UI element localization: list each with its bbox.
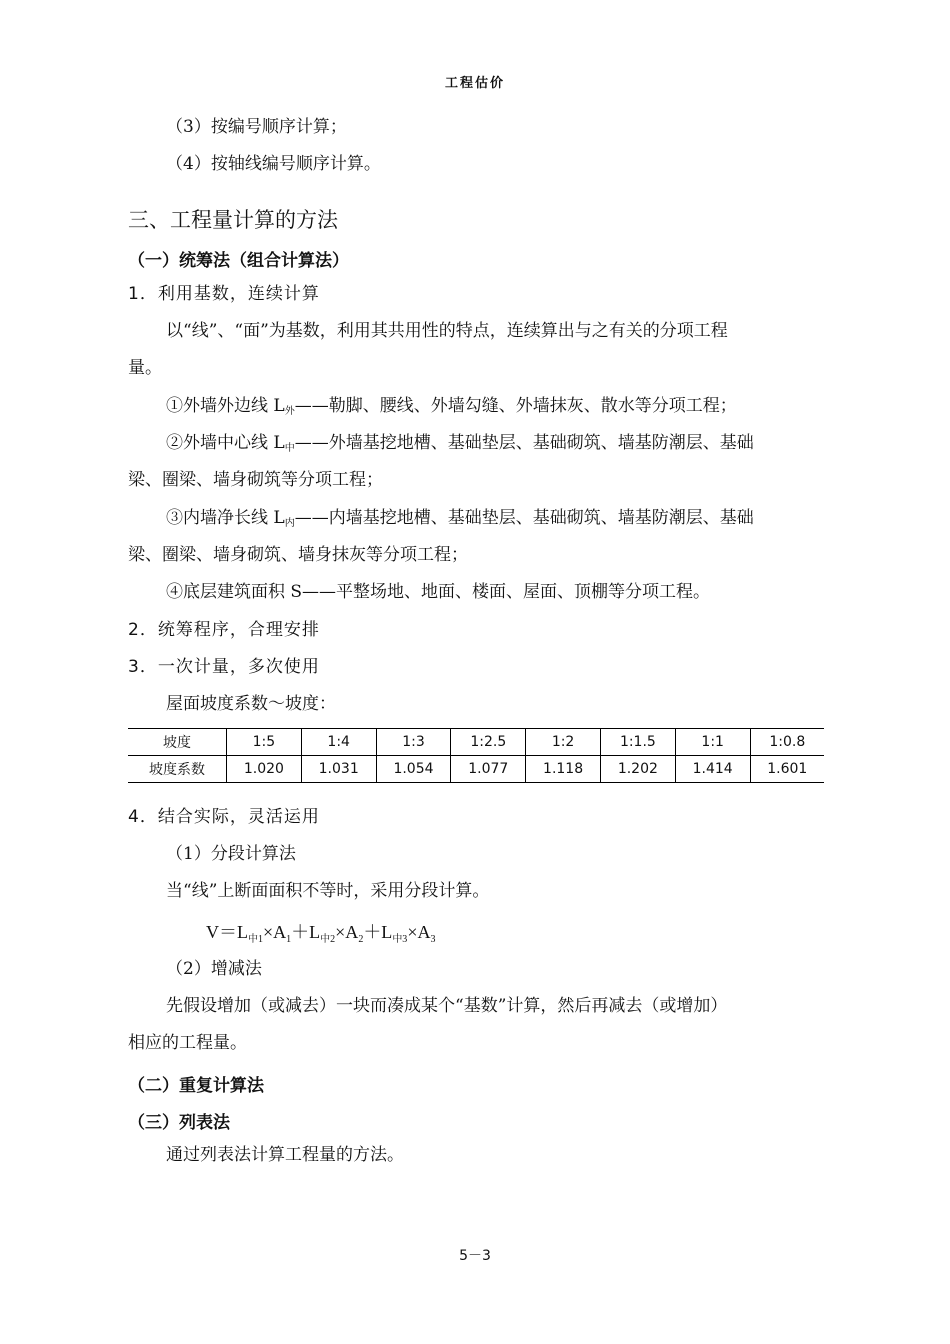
table-cell: 1:5 <box>227 729 302 756</box>
point-title: 3．一次计量，多次使用 <box>128 657 320 677</box>
paragraph: 以“线”、“面”为基数，利用其共用性的特点，连续算出与之有关的分项工程 <box>166 321 728 341</box>
point-title: 2．统筹程序，合理安排 <box>128 620 320 640</box>
table-cell: 1:3 <box>376 729 451 756</box>
paragraph: 当“线”上断面面积不等时，采用分段计算。 <box>166 881 490 901</box>
table-cell: 坡度 <box>128 729 227 756</box>
slope-table <box>128 728 824 783</box>
paragraph: 屋面坡度系数～坡度： <box>166 694 336 714</box>
table-cell: 1:2.5 <box>451 729 526 756</box>
base-line-item: ①外墙外边线 $L_外——$勒脚、腰线、外墙勾缝、外墙抹灰、散水等分项工程； <box>166 396 737 417</box>
table-cell: 1:4 <box>301 729 376 756</box>
subsection-heading: （一）统筹法（组合计算法） <box>128 251 349 271</box>
paragraph: 量。 <box>128 358 162 378</box>
table-cell: 1:1.5 <box>600 729 675 756</box>
formula: $V=L_{中1}\times A_1+L_{中2}\times A_2+L_{中3}\times A_3$ <box>206 922 436 945</box>
table-cell: 1.077 <box>451 756 526 783</box>
base-line-item: ②外墙中心线 $L_中——$外墙基挖地槽、基础垫层、基础砌筑、墙基防潮层、基础 <box>166 433 754 454</box>
paragraph: 梁、圈梁、墙身砌筑等分项工程； <box>128 470 383 490</box>
base-line-item: ③内墙净长线 $L_内——$内墙基挖地槽、基础垫层、基础砌筑、墙基防潮层、基础 <box>166 508 754 529</box>
table-cell: 1.020 <box>227 756 302 783</box>
page-header: 工程估价 <box>444 76 505 91</box>
list-item: （3）按编号顺序计算； <box>166 117 347 137</box>
point-title: 4．结合实际，灵活运用 <box>128 807 320 827</box>
table-cell: 1:2 <box>526 729 601 756</box>
method-title: （1）分段计算法 <box>166 844 296 864</box>
table-cell: 1:1 <box>675 729 750 756</box>
subsection-heading: （二）重复计算法 <box>128 1076 264 1096</box>
table-cell: 1.118 <box>526 756 601 783</box>
page-number: 5－3 <box>459 1248 491 1264</box>
method-title: （2）增减法 <box>166 959 262 979</box>
table-row <box>128 729 824 756</box>
table-cell: 1:0.8 <box>750 729 824 756</box>
base-line-item: ④底层建筑面积 S——平整场地、地面、楼面、屋面、顶棚等分项工程。 <box>166 582 711 602</box>
paragraph: 通过列表法计算工程量的方法。 <box>166 1145 404 1165</box>
table-cell: 坡度系数 <box>128 756 227 783</box>
subsection-heading: （三）列表法 <box>128 1113 230 1133</box>
point-title: 1．利用基数，连续计算 <box>128 284 320 304</box>
paragraph: 相应的工程量。 <box>128 1033 247 1053</box>
table-cell: 1.414 <box>675 756 750 783</box>
table-cell: 1.031 <box>301 756 376 783</box>
table-cell: 1.601 <box>750 756 824 783</box>
paragraph: 梁、圈梁、墙身砌筑、墙身抹灰等分项工程； <box>128 545 468 565</box>
paragraph: 先假设增加（或减去）一块而凑成某个“基数”计算，然后再减去（或增加） <box>166 996 728 1016</box>
section-heading: 三、工程量计算的方法 <box>128 208 338 232</box>
table-row <box>128 756 824 783</box>
list-item: （4）按轴线编号顺序计算。 <box>166 154 381 174</box>
table-cell: 1.054 <box>376 756 451 783</box>
table-cell: 1.202 <box>600 756 675 783</box>
